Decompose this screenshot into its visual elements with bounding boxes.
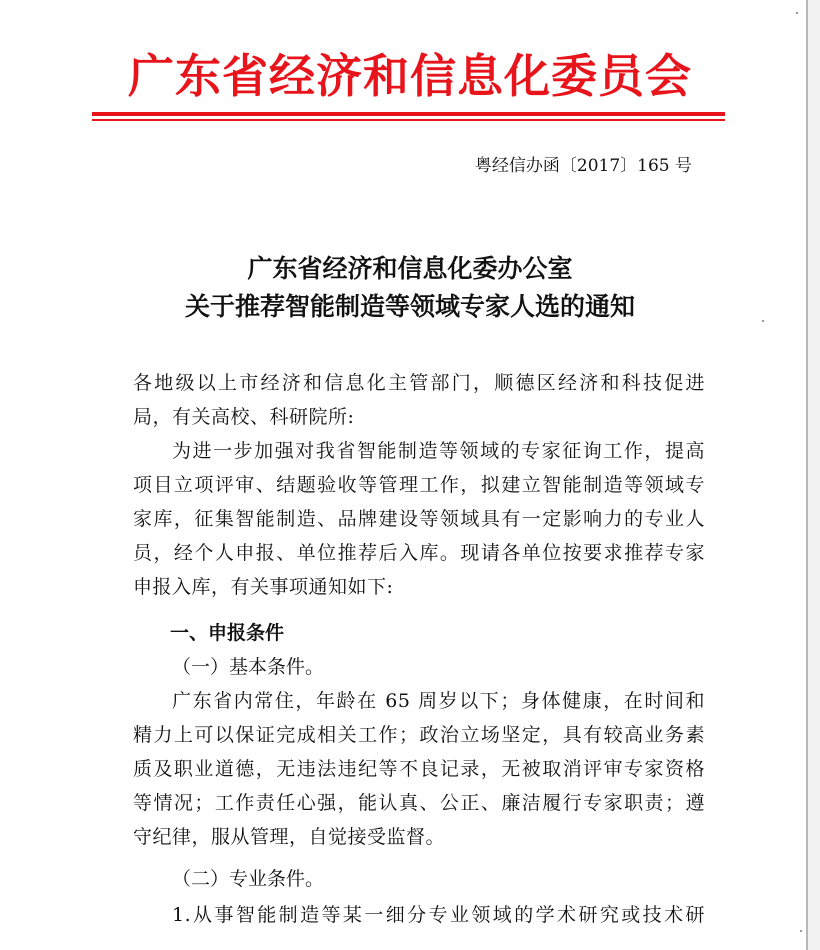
intro-line-2: 项目立项评审、结题验收等管理工作，拟建立智能制造等领域专 [133, 474, 705, 496]
scan-speck [796, 12, 798, 14]
title-line-2: 关于推荐智能制造等领域专家人选的通知 [184, 292, 635, 321]
document-title [90, 250, 730, 326]
section-1-sub2-heading: （二）专业条件。 [172, 868, 325, 890]
document-number: 粤经信办函〔2017〕165 号 [474, 156, 692, 176]
page-edge-shadow [808, 0, 820, 950]
intro-line-3: 家库，征集智能制造、品牌建设等领域具有一定影响力的专业人 [133, 508, 705, 530]
letterhead-red-rule-thick [92, 112, 725, 116]
scan-speck [800, 930, 802, 932]
sub2-item-1-line-1: 1.从事智能制造等某一细分专业领域的学术研究或技术研 [172, 904, 705, 926]
title-line-1: 广东省经济和信息化委办公室 [247, 254, 573, 283]
addressee-line-2: 局，有关高校、科研院所: [133, 406, 355, 428]
sub1-line-2: 精力上可以保证完成相关工作；政治立场坚定，具有较高业务素 [133, 724, 705, 746]
intro-line-1: 为进一步加强对我省智能制造等领域的专家征询工作，提高 [172, 440, 705, 462]
sub1-line-3: 质及职业道德，无违法违纪等不良记录，无被取消评审专家资格 [133, 758, 705, 780]
letterhead-org-name: 广东省经济和信息化委员会 [128, 49, 692, 103]
page-edge-border [806, 0, 808, 950]
sub1-line-5: 守纪律，服从管理，自觉接受监督。 [133, 826, 446, 848]
sub1-line-4: 等情况；工作责任心强，能认真、公正、廉洁履行专家职责；遵 [133, 792, 705, 814]
scan-speck [762, 320, 764, 322]
letterhead-red-rule-thin [92, 119, 725, 121]
section-1-sub1-heading: （一）基本条件。 [172, 656, 325, 678]
intro-line-4: 员，经个人申报、单位推荐后入库。现请各单位按要求推荐专家 [133, 542, 705, 564]
intro-line-5: 申报入库，有关事项通知如下: [133, 576, 394, 598]
sub1-line-1: 广东省内常住，年龄在 65 周岁以下；身体健康，在时间和 [172, 690, 705, 712]
addressee-line-1: 各地级以上市经济和信息化主管部门，顺德区经济和科技促进 [133, 372, 705, 394]
section-1-heading: 一、申报条件 [170, 622, 285, 644]
